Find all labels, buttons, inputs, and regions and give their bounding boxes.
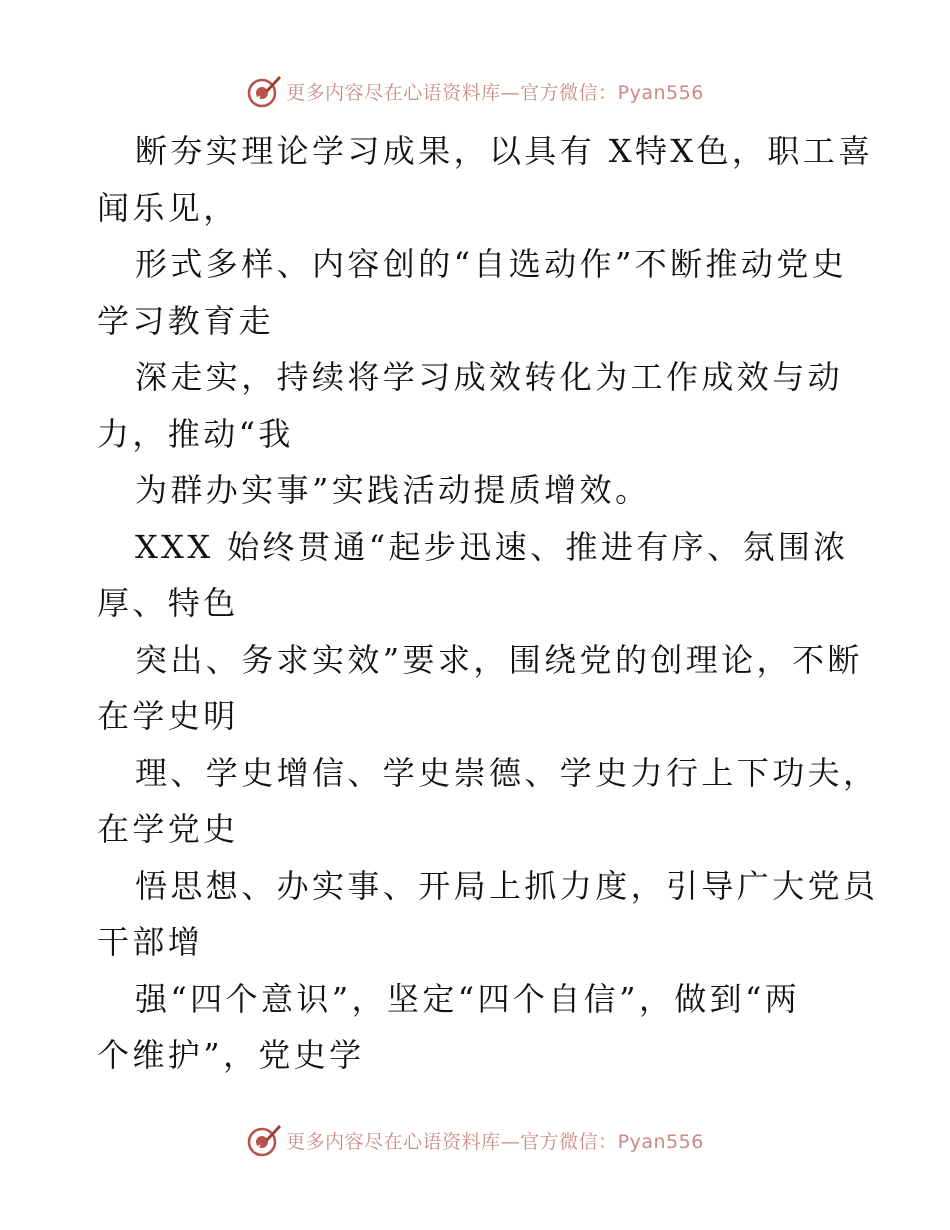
text-line: 个维护”，党史学 — [97, 1036, 365, 1074]
watermark-text: 更多内容尽在心语资料库—官方微信：Pyan556 — [286, 81, 704, 104]
text-line: 在学党史 — [97, 810, 239, 848]
text-line: XXX 始终贯通“起步迅速、推进有序、氛围浓 — [135, 527, 849, 566]
text-line: 厚、特色 — [97, 584, 239, 622]
footer-watermark — [0, 1120, 950, 1160]
text-line: 形式多样、内容创的“自选动作”不断推动党史 — [135, 245, 848, 283]
watermark-text: 更多内容尽在心语资料库—官方微信：Pyan556 — [286, 1130, 704, 1153]
text-line: 在学史明 — [97, 697, 239, 735]
text-line: 力，推动“我 — [97, 414, 294, 453]
pen-logo-icon — [246, 73, 282, 109]
header-watermark — [0, 71, 950, 111]
pen-logo-icon — [246, 1122, 282, 1158]
text-line: 为群办实事”实践活动提质增效。 — [135, 471, 651, 509]
text-line: 理、学史增信、学史崇德、学史力行上下功夫， — [135, 753, 879, 792]
text-line: 干部增 — [97, 923, 204, 961]
text-line: 学习教育走 — [97, 301, 275, 340]
text-line: 闻乐见， — [97, 188, 239, 227]
document-body — [97, 123, 879, 1084]
text-line: 强“四个意识”，坚定“四个自信”，做到“两 — [135, 979, 801, 1018]
text-line: 断夯实理论学习成果，以具有 X特X色，职工喜 — [135, 132, 874, 170]
text-line: 深走实，持续将学习成效转化为工作成效与动 — [135, 358, 844, 396]
text-line: 突出、务求实效”要求，围绕党的创理论，不断 — [135, 640, 863, 679]
text-line: 悟思想、办实事、开局上抓力度，引导广大党员 — [135, 866, 879, 905]
